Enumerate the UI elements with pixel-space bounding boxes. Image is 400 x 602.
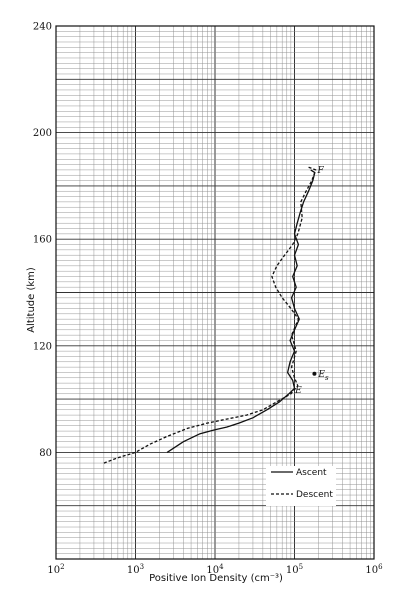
y-tick-label: 160 xyxy=(32,234,52,246)
y-tick-label: 200 xyxy=(32,128,52,140)
annotation-label: F xyxy=(317,165,324,176)
legend xyxy=(266,466,336,506)
annotation-marker xyxy=(312,372,316,376)
x-axis-title: Positive Ion Density (cm⁻³) xyxy=(149,573,283,584)
x-tick-label: $10^2$ xyxy=(47,563,65,576)
x-tick-label: $10^5$ xyxy=(285,563,304,576)
annotation-label: E xyxy=(295,385,302,396)
x-tick-label: $10^6$ xyxy=(365,563,383,576)
y-tick-label: 80 xyxy=(39,447,52,459)
legend-label-descent: Descent xyxy=(296,490,333,500)
y-tick-label: 120 xyxy=(32,341,52,353)
annotation-label: $E_s$ xyxy=(318,369,329,382)
x-tick-label: $10^3$ xyxy=(126,563,145,576)
x-tick-label: $10^4$ xyxy=(206,563,224,576)
y-tick-label: 240 xyxy=(32,21,52,33)
y-axis-title: Altitude (km) xyxy=(26,267,37,333)
legend-label-ascent: Ascent xyxy=(296,468,327,478)
